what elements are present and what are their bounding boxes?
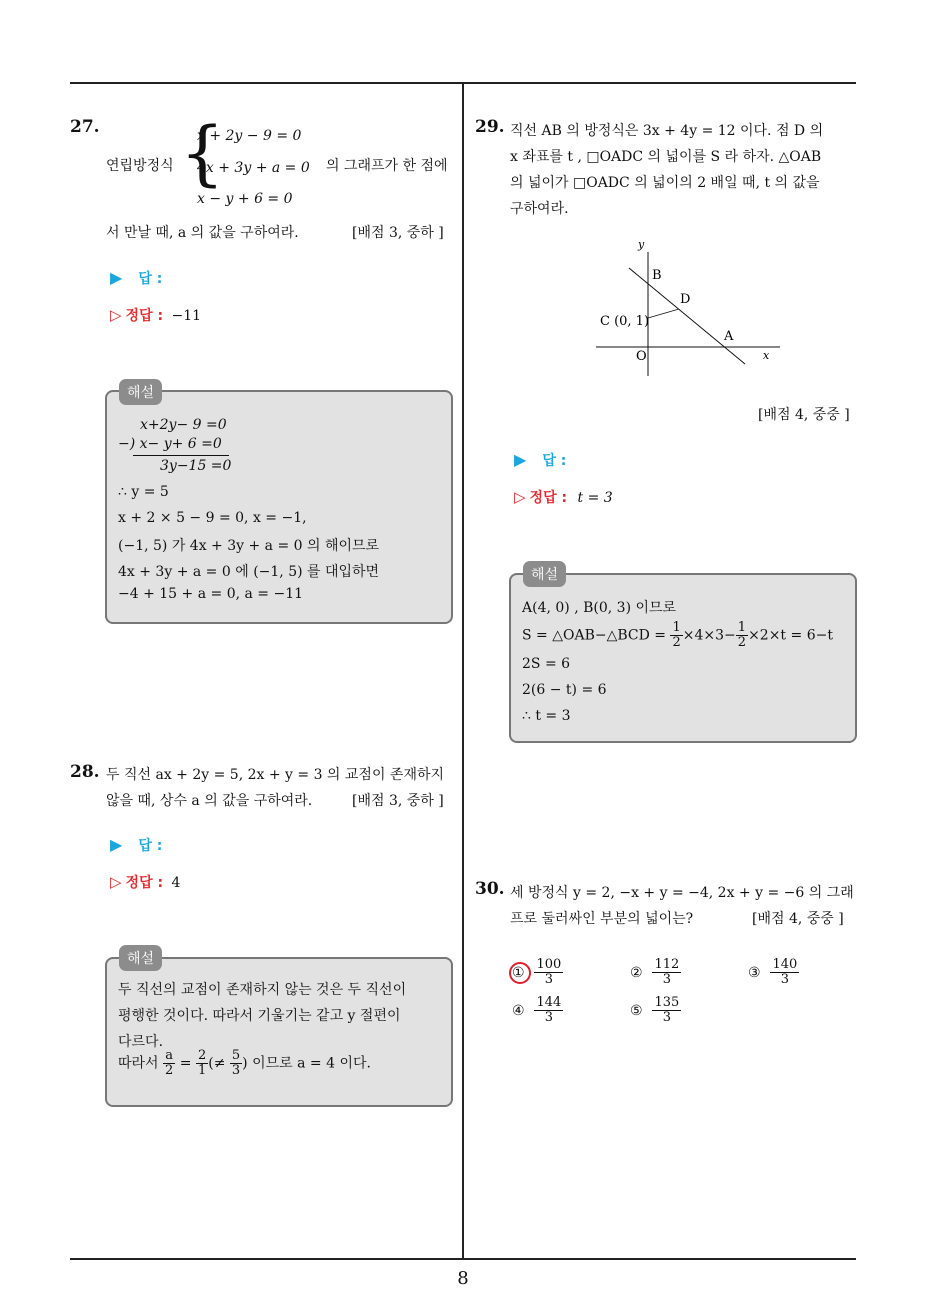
question-text: 직선 AB 의 방정식은 3x + 4y = 12 이다. 점 D 의 [510, 123, 824, 139]
numerator: 112 [654, 957, 680, 972]
solution-line: 따라서 $\frac{a}{2}$ = $\frac{2}{1}$ (≠ $\frac{5}{3}$ ) 이므로 a = 4 이다. [118, 1048, 371, 1078]
numerator: 144 [536, 995, 562, 1010]
fraction [652, 996, 681, 1025]
y-axis-label: y [638, 238, 645, 251]
correct-value: 4 [171, 875, 181, 891]
denominator: 3 [652, 972, 681, 987]
numerator: 1 [672, 620, 681, 635]
score-difficulty: [배점 3, 중하 ] [352, 793, 444, 809]
point-d-label: D [680, 292, 691, 307]
denominator: 3 [534, 972, 563, 987]
fraction [652, 958, 681, 987]
fraction [534, 958, 563, 987]
numerator: 5 [231, 1048, 241, 1063]
fraction [534, 996, 563, 1025]
solution-line: (−1, 5) 가 4x + 3y + a = 0 의 해이므로 [118, 538, 380, 554]
denominator: 1 [197, 1063, 207, 1078]
answer-row [514, 450, 566, 470]
numerator: a [165, 1048, 174, 1063]
solution-line: x + 2 × 5 − 9 = 0, x = −1, [118, 510, 307, 526]
text: ) 이므로 a = 4 이다. [242, 1055, 371, 1072]
answer-label: 답 : [138, 838, 163, 854]
solution-line: ∴ t = 3 [522, 708, 571, 724]
question-text: 구하여라. [510, 201, 569, 217]
fraction [670, 621, 682, 650]
score-difficulty: [배점 4, 중중 ] [752, 911, 844, 927]
numerator: 1 [737, 620, 747, 635]
answer-row [110, 835, 162, 855]
denominator: 3 [231, 1063, 241, 1078]
denominator: 2 [165, 1063, 174, 1078]
correct-answer-row [514, 487, 613, 507]
correct-label: 정답 : [125, 308, 164, 324]
coordinate-figure [590, 238, 790, 378]
point-a-label: A [724, 329, 734, 344]
correct-answer-row [110, 305, 201, 325]
play-icon: ▶ [110, 835, 123, 854]
solution-line: 다르다. [118, 1034, 164, 1050]
numerator: 100 [536, 957, 562, 972]
solution-line: −) x− y+ 6 =0 [118, 436, 222, 452]
solution-line: 평행한 것이다. 따라서 기울기는 같고 y 절편이 [118, 1008, 401, 1024]
question-number: 30. [475, 879, 505, 899]
column-divider [462, 84, 464, 1258]
fraction [770, 958, 799, 987]
score-difficulty: [배점 3, 중하 ] [352, 225, 444, 241]
solution-line: ∴ y = 5 [118, 484, 169, 500]
choice-2[interactable] [630, 958, 681, 987]
triangle-outline-icon: ▷ [110, 873, 122, 891]
choice-mark: ① [512, 964, 525, 981]
point-b-label: B [652, 268, 662, 283]
equation-2: 4x + 3y + a = 0 [197, 160, 310, 176]
triangle-outline-icon: ▷ [110, 306, 122, 324]
solution-line: 두 직선의 교점이 존재하지 않는 것은 두 직선이 [118, 982, 407, 998]
system-brace: { [180, 112, 225, 194]
text: S = △OAB−△BCD = [522, 627, 667, 644]
fraction [736, 621, 748, 650]
question-text: 않을 때, 상수 a 의 값을 구하여라. [106, 793, 313, 809]
solution-line: 3y−15 =0 [160, 458, 232, 474]
play-icon: ▶ [110, 268, 123, 287]
question-text: 연립방정식 [106, 158, 174, 174]
choice-4[interactable] [512, 996, 563, 1025]
question-number: 27. [70, 117, 100, 137]
equation-1: x + 2y − 9 = 0 [197, 128, 302, 144]
denominator: 3 [652, 1010, 681, 1025]
solution-line: 2(6 − t) = 6 [522, 682, 607, 698]
segment-cd [648, 309, 679, 318]
solution-line: −4 + 15 + a = 0, a = −11 [118, 586, 304, 602]
question-text: 프로 둘러싸인 부분의 넓이는? [510, 911, 694, 927]
fraction [230, 1049, 242, 1078]
question-number: 29. [475, 117, 505, 137]
solution-line: 2S = 6 [522, 656, 571, 672]
equation-3: x − y + 6 = 0 [197, 191, 293, 207]
bottom-rule [70, 1258, 856, 1260]
correct-label: 정답 : [125, 875, 164, 891]
choice-5[interactable] [630, 996, 681, 1025]
text: ×2×t = 6−t [748, 627, 833, 644]
denominator: 3 [770, 972, 799, 987]
point-c-label: C (0, 1) [600, 314, 650, 329]
denominator: 3 [534, 1010, 563, 1025]
denominator: 2 [672, 635, 681, 650]
choice-mark: ③ [748, 964, 761, 981]
play-icon: ▶ [514, 450, 527, 469]
fraction [163, 1049, 175, 1078]
x-axis-label: x [763, 349, 770, 362]
question-text: 두 직선 ax + 2y = 5, 2x + y = 3 의 교점이 존재하지 [106, 767, 445, 783]
numerator: 135 [654, 995, 680, 1010]
question-text: 의 넓이가 □OADC 의 넓이의 2 배일 때, t 의 값을 [510, 175, 820, 191]
solution-line: x+2y− 9 =0 [140, 417, 227, 433]
fraction [196, 1049, 208, 1078]
solution-line: A(4, 0) , B(0, 3) 이므로 [522, 600, 677, 616]
question-text: 서 만날 때, a 의 값을 구하여라. [106, 225, 299, 241]
origin-label: O [636, 349, 647, 364]
question-text: 세 방정식 y = 2, −x + y = −4, 2x + y = −6 의 그래 [510, 885, 854, 901]
answer-label: 답 : [542, 453, 567, 469]
choice-1[interactable] [512, 958, 563, 987]
solution-line [522, 621, 833, 650]
solution-tab: 해설 [523, 561, 566, 587]
answer-row [110, 268, 162, 288]
choice-mark: ④ [512, 1002, 525, 1019]
correct-value: t = 3 [577, 490, 613, 506]
choice-mark: ⑤ [630, 1002, 643, 1019]
correct-answer-row [110, 872, 180, 892]
solution-tab: 해설 [119, 945, 162, 971]
answer-label: 답 : [138, 271, 163, 287]
numerator: 140 [772, 957, 798, 972]
choice-mark: ② [630, 964, 643, 981]
question-text: x 좌표를 t , □OADC 의 넓이를 S 라 하자. △OAB [510, 149, 822, 165]
text: (≠ [208, 1055, 226, 1072]
triangle-outline-icon: ▷ [514, 488, 526, 506]
text: ×4×3− [682, 627, 736, 644]
score-difficulty: [배점 4, 중중 ] [758, 407, 850, 423]
correct-label: 정답 : [529, 490, 568, 506]
solution-tab: 해설 [119, 379, 162, 405]
text: 따라서 [118, 1055, 159, 1072]
solution-line: 4x + 3y + a = 0 에 (−1, 5) 를 대입하면 [118, 564, 380, 580]
subtraction-rule [133, 455, 229, 456]
denominator: 2 [737, 635, 747, 650]
choice-3[interactable] [748, 958, 799, 987]
correct-value: −11 [171, 308, 202, 324]
question-text: 의 그래프가 한 점에 [326, 158, 448, 174]
page-number: 8 [457, 1268, 469, 1289]
question-number: 28. [70, 762, 100, 782]
numerator: 2 [197, 1048, 207, 1063]
